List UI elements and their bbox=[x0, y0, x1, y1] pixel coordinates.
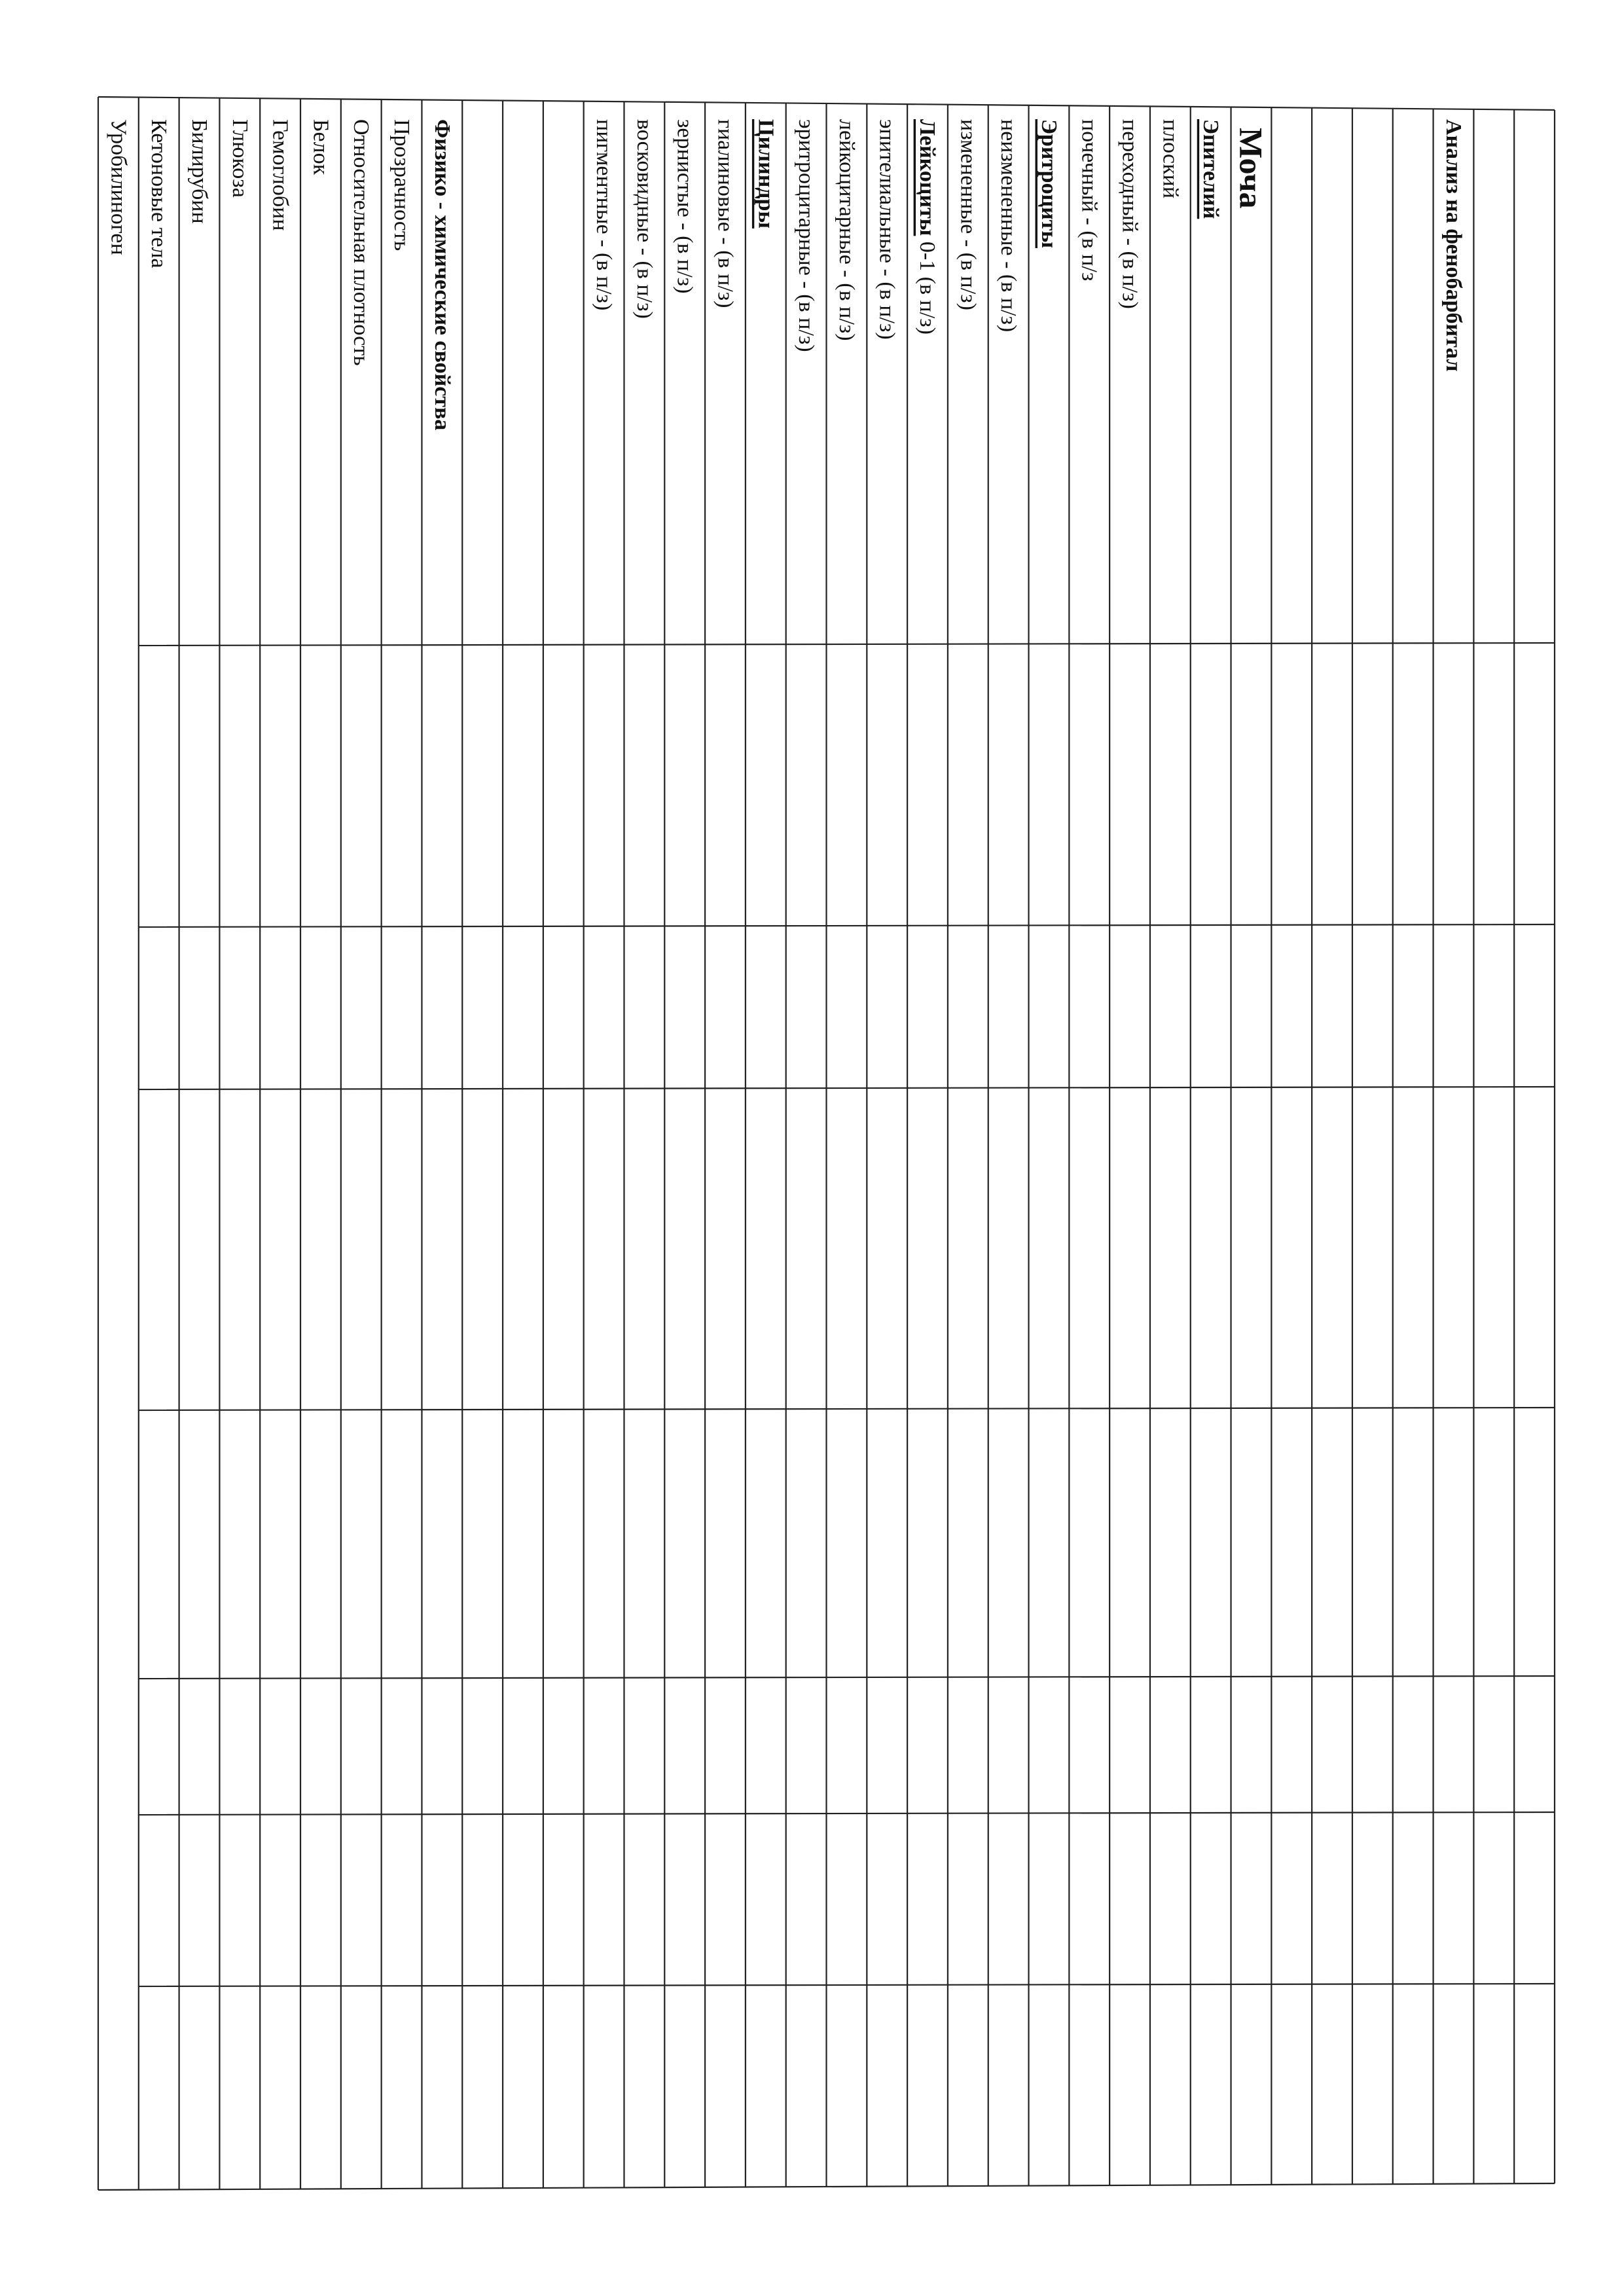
row-label: Относительная плотность bbox=[349, 119, 374, 366]
row-label: Кетоновые тела bbox=[147, 119, 171, 268]
row-label: лейкоцитарные - (в п/з) bbox=[834, 119, 859, 341]
group-heading: Эпителий bbox=[1199, 119, 1223, 219]
row-label: измененные - (в п/з) bbox=[956, 119, 981, 310]
row-label bbox=[916, 119, 940, 335]
column-divider bbox=[139, 1676, 1555, 1679]
row-label: зернистые - (в п/з) bbox=[672, 119, 697, 294]
column-divider bbox=[139, 1812, 1555, 1815]
row-label: Уробилиноген bbox=[106, 119, 131, 255]
row-label: Глюкоза bbox=[227, 119, 252, 198]
row-label: неизмененные - (в п/з) bbox=[996, 119, 1021, 333]
row-label: Гемоглобин bbox=[268, 119, 293, 231]
row-label: эпителиальные - (в п/з) bbox=[875, 119, 899, 340]
column-divider bbox=[139, 1984, 1555, 1986]
column-divider bbox=[139, 1087, 1555, 1089]
row-label: плоский bbox=[1158, 119, 1183, 199]
group-heading: Цилиндры bbox=[753, 119, 778, 228]
column-divider bbox=[139, 924, 1555, 927]
row-label: переходный - (в п/з) bbox=[1117, 119, 1142, 309]
column-divider bbox=[139, 643, 1555, 646]
row-label: Белок bbox=[308, 119, 333, 175]
row-label: гиалиновые - (в п/з) bbox=[713, 119, 738, 308]
section-title: Моча bbox=[1233, 128, 1270, 209]
column-divider bbox=[139, 1408, 1555, 1410]
row-label-part: 0-1 (в п/з) bbox=[915, 236, 940, 335]
group-heading-part: Лейкоциты bbox=[915, 119, 940, 236]
row-label: эритроцитарные - (в п/з) bbox=[794, 119, 819, 352]
form-title: Анализ на фенобарбитал bbox=[1441, 119, 1466, 372]
group-heading: Эритроциты bbox=[1036, 119, 1061, 249]
row-label: почечный - (в п/з bbox=[1077, 119, 1102, 282]
row-label: пигментные - (в п/з) bbox=[592, 119, 617, 311]
row-label: восковидные - (в п/з) bbox=[632, 119, 657, 319]
row-label: Прозрачность bbox=[389, 119, 414, 251]
group-heading: Физико - химические свойства bbox=[429, 119, 454, 431]
row-label: Билирубин bbox=[187, 119, 212, 224]
